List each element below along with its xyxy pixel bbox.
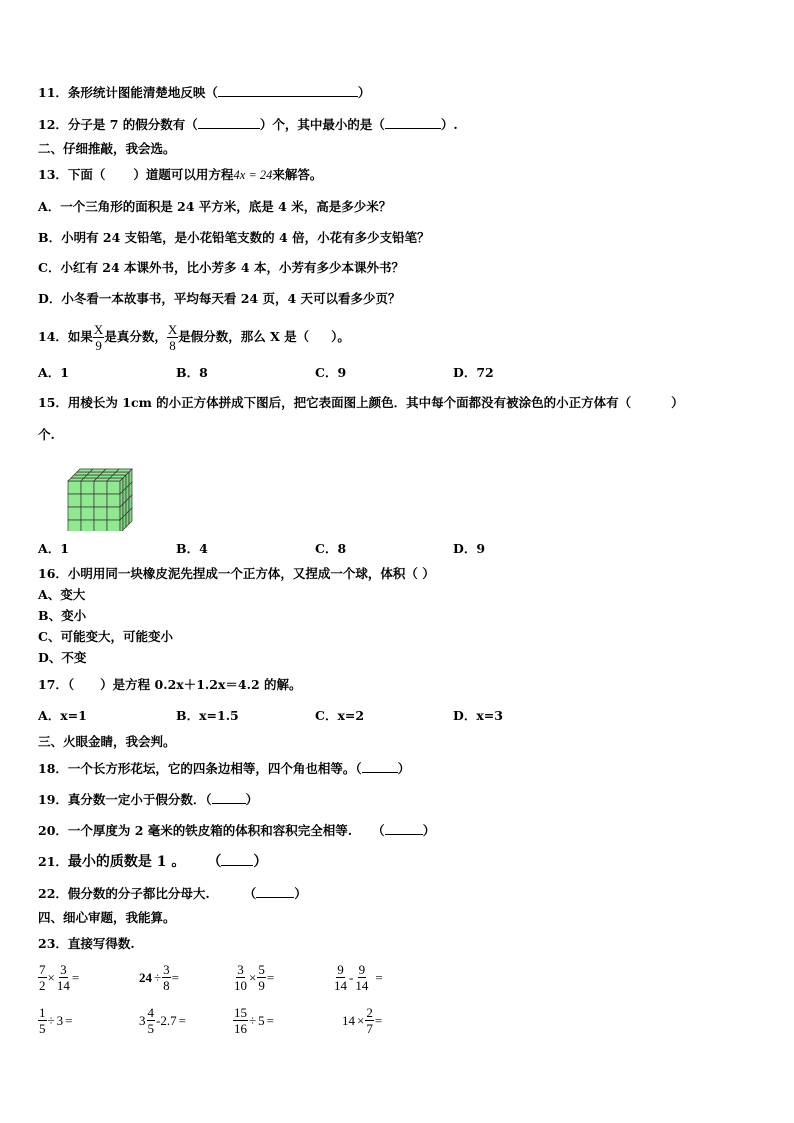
cube-front-cell xyxy=(81,494,94,507)
cube-side-cell xyxy=(123,514,126,530)
option-c[interactable]: C．x=2 xyxy=(315,708,365,723)
calc-8: 14 × $\frac{2}{7}$ = xyxy=(342,1005,383,1036)
cube-side-cell xyxy=(126,511,129,527)
question-number: 17． xyxy=(38,677,68,692)
cube-side-cell xyxy=(120,517,123,531)
option-b[interactable]: B、变小 xyxy=(38,608,87,623)
calc-7: $\frac{15}{16}$ ÷ 5 = xyxy=(234,1005,274,1036)
cube-front-cell xyxy=(107,507,120,520)
option-a[interactable]: A、变大 xyxy=(38,587,86,602)
question-21: 21．最小的质数是 1 。 （ ） xyxy=(38,854,268,870)
question-15: 15．用棱长为 1cm 的小正方体拼成下图后，把它表面图上颜色．其中每个面都没有被涂色的小正方体有（ ） xyxy=(38,395,684,410)
option-a[interactable]: A．x=1 xyxy=(38,708,87,723)
section-4-heading: 四、细心审题，我能算。 xyxy=(38,910,176,925)
equation: 4x = 24 xyxy=(233,168,273,182)
cube-front-cell xyxy=(94,520,107,531)
question-11: 11．条形统计图能清楚地反映（ ） xyxy=(38,85,371,100)
section-3-heading: 三、火眼金睛，我会判。 xyxy=(38,734,176,749)
question-15-tail: 个. xyxy=(38,427,55,442)
option-a[interactable]: A．1 xyxy=(38,541,69,556)
calc-5: $\frac{1}{5}$ ÷ 3 = xyxy=(39,1005,73,1036)
calc-4: $\frac{9}{14}$ - $\frac{9}{14}$ = xyxy=(334,962,383,993)
cube-figure xyxy=(66,467,138,531)
option-a[interactable]: A．一个三角形的面积是 24 平方米，底是 4 米，高是多少米？ xyxy=(38,199,392,214)
question-23: 23．直接写得数. xyxy=(38,936,135,951)
answer-blank[interactable] xyxy=(362,760,398,773)
cube-front-cell xyxy=(68,507,81,520)
cube-front-cell xyxy=(94,507,107,520)
answer-blank[interactable] xyxy=(385,822,423,835)
question-20: 20．一个厚度为 2 毫米的铁皮箱的体积和容积完全相等. （ ） xyxy=(38,823,436,838)
cube-front-cell xyxy=(68,520,81,531)
answer-blank[interactable] xyxy=(256,885,294,898)
option-d[interactable]: D、不变 xyxy=(38,650,87,665)
cube-front-cell xyxy=(94,494,107,507)
question-number: 11． xyxy=(38,85,68,100)
cube-front-cell xyxy=(81,507,94,520)
fraction: $\frac{X}{8}$ xyxy=(167,321,178,353)
cube-front-cell xyxy=(81,481,94,494)
option-d[interactable]: D．9 xyxy=(453,541,486,556)
cube-front-cell xyxy=(107,520,120,531)
cube-front-cell xyxy=(68,494,81,507)
question-12: 12．分子是 7 的假分数有（ ）个，其中最小的是（ ）. xyxy=(38,117,458,132)
calc-2: 24 ÷ $\frac{3}{8}$ = xyxy=(139,962,179,993)
question-number: 23． xyxy=(38,936,68,951)
question-number: 13． xyxy=(38,167,68,182)
question-number: 22． xyxy=(38,886,68,901)
question-number: 14． xyxy=(38,329,68,344)
question-16: 16．小明用同一块橡皮泥先捏成一个正方体，又捏成一个球，体积（ ） xyxy=(38,566,435,581)
cube-front-cell xyxy=(107,494,120,507)
cube-side-cell xyxy=(129,508,132,524)
question-17: 17．（ ）是方程 0.2x＋1.2x＝4.2 的解。 xyxy=(38,677,302,692)
option-b[interactable]: B．小明有 24 支铅笔，是小花铅笔支数的 4 倍，小花有多少支铅笔？ xyxy=(38,230,430,245)
question-number: 18． xyxy=(38,761,68,776)
question-number: 16． xyxy=(38,566,68,581)
question-number: 20． xyxy=(38,823,68,838)
calc-3: $\frac{3}{10}$ × $\frac{5}{9}$ = xyxy=(234,962,275,993)
option-c[interactable]: C、可能变大，可能变小 xyxy=(38,629,173,644)
option-c[interactable]: C．9 xyxy=(315,365,347,380)
question-number: 12． xyxy=(38,117,68,132)
fraction: $\frac{X}{9}$ xyxy=(93,321,104,353)
calc-6: 3 $\frac{4}{5}$ -2.7 = xyxy=(139,1005,186,1036)
question-22: 22．假分数的分子都比分母大. （ ） xyxy=(38,886,307,901)
question-text: 条形统计图能清楚地反映（ xyxy=(67,85,218,100)
answer-blank[interactable] xyxy=(198,116,260,129)
option-c[interactable]: C．8 xyxy=(315,541,347,556)
section-2-heading: 二、仔细推敲，我会选。 xyxy=(38,141,176,156)
option-b[interactable]: B．x=1.5 xyxy=(176,708,239,723)
question-number: 15． xyxy=(38,395,68,410)
question-19: 19．真分数一定小于假分数．（ ） xyxy=(38,792,259,807)
question-number: 19． xyxy=(38,792,68,807)
cube-front-cell xyxy=(68,481,81,494)
cube-front-cell xyxy=(81,520,94,531)
calc-1: $\frac{7}{2}$ × $\frac{3}{14}$ = xyxy=(39,962,80,993)
option-d[interactable]: D．72 xyxy=(453,365,494,380)
cube-front-cell xyxy=(107,481,120,494)
cube-front-cell xyxy=(94,481,107,494)
answer-blank[interactable] xyxy=(221,853,253,866)
question-13: 13．下面（ ）道题可以用方程4x = 24来解答。 xyxy=(38,167,323,182)
question-14: 14． 如果 $\frac{X}{9}$ 是真分数， $\frac{X}{8}$ 是假分数，那么 X 是（ ）。 xyxy=(38,319,350,355)
question-number: 21． xyxy=(38,854,68,869)
option-c[interactable]: C．小红有 24 本课外书，比小芳多 4 本，小芳有多少本课外书？ xyxy=(38,260,404,275)
answer-blank[interactable] xyxy=(218,84,358,97)
option-d[interactable]: D．小冬看一本故事书，平均每天看 24 页，4 天可以看多少页？ xyxy=(38,291,401,306)
question-18: 18．一个长方形花坛，它的四条边相等，四个角也相等。（ ） xyxy=(38,761,411,776)
answer-blank[interactable] xyxy=(385,116,441,129)
option-d[interactable]: D．x=3 xyxy=(453,708,503,723)
option-b[interactable]: B．4 xyxy=(176,541,208,556)
answer-blank[interactable] xyxy=(212,791,246,804)
option-a[interactable]: A．1 xyxy=(38,365,69,380)
option-b[interactable]: B．8 xyxy=(176,365,208,380)
